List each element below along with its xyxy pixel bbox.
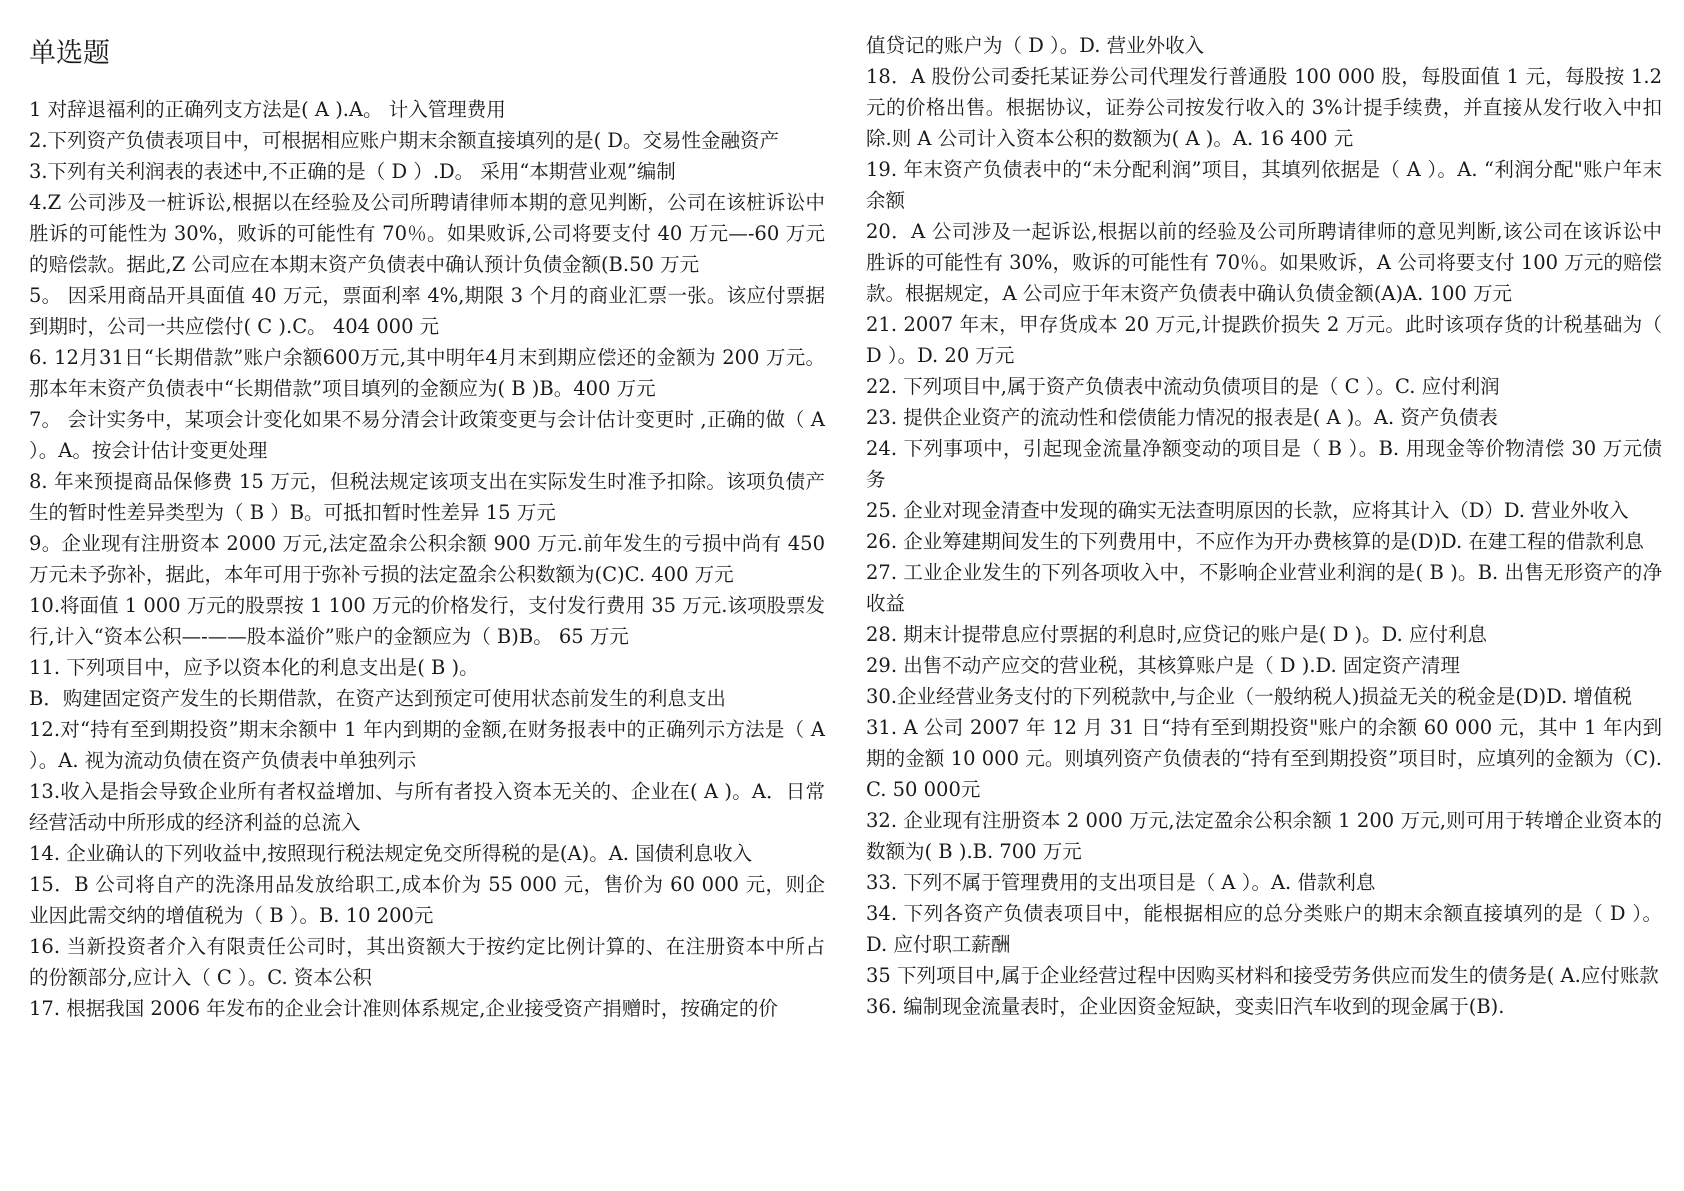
question-item: 26. 企业筹建期间发生的下列费用中，不应作为开办费核算的是(D)D. 在建工程的借款利息 bbox=[866, 530, 1644, 553]
question-item: 17. 根据我国 2006 年发布的企业会计准则体系规定,企业接受资产捐赠时，按确定的价 bbox=[29, 997, 778, 1020]
question-item: 16. 当新投资者介入有限责任公司时，其出资额大于按约定比例计算的、在注册资本中所占的份额部分,应计入（ C ）。C. 资本公积 bbox=[29, 935, 825, 989]
question-item: 6. 12月31日“长期借款”账户余额600万元,其中明年4月末到期应偿还的金额为 200 万元。那本年末资产负债表中“长期借款”项目填列的金额应为( B )B。400 万元 bbox=[29, 346, 825, 400]
question-item: 13.收入是指会导致企业所有者权益增加、与所有者投入资本无关的、企业在( A )。A．日常经营活动中所形成的经济利益的总流入 bbox=[29, 780, 825, 834]
question-item: 28. 期末计提带息应付票据的利息时,应贷记的账户是( D )。D. 应付利息 bbox=[866, 623, 1487, 646]
question-item: 2.下列资产负债表项目中，可根据相应账户期末余额直接填列的是( D。交易性金融资产 bbox=[29, 129, 780, 152]
question-item: 30.企业经营业务支付的下列税款中,与企业（一般纳税人)损益无关的税金是(D)D. 增值税 bbox=[866, 685, 1633, 708]
question-item: 27. 工业企业发生的下列各项收入中，不影响企业营业利润的是( B )。B. 出售无形资产的净收益 bbox=[866, 561, 1662, 615]
question-item: 32. 企业现有注册资本 2 000 万元,法定盈余公积余额 1 200 万元,则可用于转增企业资本的数额为( B ).B. 700 万元 bbox=[866, 809, 1662, 863]
question-item: 21. 2007 年末，甲存货成本 20 万元,计提跌价损失 2 万元。此时该项存货的计税基础为（ D ）。D. 20 万元 bbox=[866, 313, 1662, 367]
question-item: 15．B 公司将自产的洗涤用品发放给职工,成本价为 55 000 元，售价为 60 000 元，则企业因此需交纳的增值税为（ B ）。B. 10 200元 bbox=[29, 873, 825, 927]
question-item: 7。 会计实务中，某项会计变化如果不易分清会计政策变更与会计估计变更时 ,正确的做（ A ）。A。按会计估计变更处理 bbox=[29, 408, 825, 462]
question-item: 10.将面值 1 000 万元的股票按 1 100 万元的价格发行，支付发行费用 35 万元.该项股票发行,计入“资本公积—-——股本溢价”账户的金额应为（ B)B。 65 万元 bbox=[29, 594, 825, 648]
question-item: 14. 企业确认的下列收益中,按照现行税法规定免交所得税的是(A)。A. 国债利息收入 bbox=[29, 842, 753, 865]
question-item: 3.下列有关利润表的表述中,不正确的是（ D ）.D。 采用“本期营业观”编制 bbox=[29, 160, 676, 183]
question-item: 19. 年末资产负债表中的“未分配利润”项目，其填列依据是（ A ）。A. “利润分配"账户年末余额 bbox=[866, 158, 1662, 212]
question-item: 34. 下列各资产负债表项目中，能根据相应的总分类账户的期末余额直接填列的是（ D ）。D. 应付职工薪酬 bbox=[866, 902, 1662, 956]
question-item: 36. 编制现金流量表时，企业因资金短缺，变卖旧汽车收到的现金属于(B). bbox=[866, 995, 1505, 1018]
question-item: 31. A 公司 2007 年 12 月 31 日“持有至到期投资"账户的余额 60 000 元，其中 1 年内到期的金额 10 000 元。则填列资产负债表的“持有至到期投资”项目时，应填列的金额为（C).C. 50 000元 bbox=[866, 716, 1662, 801]
question-item: 20．A 公司涉及一起诉讼,根据以前的经验及公司所聘请律师的意见判断,该公司在该诉讼中胜诉的可能性有 30%，败诉的可能性有 70％。如果败诉，A 公司将要支付 100 万元的赔偿款。根据规定，A 公司应于年末资产负债表中确认负债金额(A)A. 100 万元 bbox=[866, 220, 1662, 305]
question-item: 29. 出售不动产应交的营业税，其核算账户是（ D ).D. 固定资产清理 bbox=[866, 654, 1460, 677]
question-item: 35 下列项目中,属于企业经营过程中因购买材料和接受劳务供应而发生的债务是( A.应付账款 bbox=[866, 964, 1659, 987]
left-column bbox=[29, 0, 825, 1024]
question-item: 25. 企业对现金清查中发现的确实无法查明原因的长款，应将其计入（D）D. 营业外收入 bbox=[866, 499, 1629, 522]
question-item: 23. 提供企业资产的流动性和偿债能力情况的报表是( A )。A. 资产负债表 bbox=[866, 406, 1498, 429]
question-item: 33. 下列不属于管理费用的支出项目是（ A ）。A. 借款利息 bbox=[866, 871, 1376, 894]
question-item: 4.Z 公司涉及一桩诉讼,根据以在经验及公司所聘请律师本期的意见判断，公司在该桩诉讼中胜诉的可能性为 30%，败诉的可能性有 70％。如果败诉,公司将要支付 40 万元—-60 万元的赔偿款。据此,Z 公司应在本期末资产负债表中确认预计负债金额(B.50 万元 bbox=[29, 191, 825, 276]
question-item: 22. 下列项目中,属于资产负债表中流动负债项目的是（ C ）。C. 应付利润 bbox=[866, 375, 1500, 398]
right-column bbox=[866, 0, 1662, 1022]
question-item: 9。企业现有注册资本 2000 万元,法定盈余公积余额 900 万元.前年发生的亏损中尚有 450 万元未予弥补，据此，本年可用于弥补亏损的法定盈余公积数额为(C)C. 400 万元 bbox=[29, 532, 825, 586]
question-continuation: 值贷记的账户为（ D ）。D. 营业外收入 bbox=[866, 34, 1205, 57]
question-item: 5。 因采用商品开具面值 40 万元，票面利率 4%,期限 3 个月的商业汇票一张。该应付票据到期时，公司一共应偿付( C ).C。 404 000 元 bbox=[29, 284, 825, 338]
question-item: 11. 下列项目中，应予以资本化的利息支出是( B )。 bbox=[29, 656, 479, 679]
question-item: 12.对“持有至到期投资”期末余额中 1 年内到期的金额,在财务报表中的正确列示方法是（ A ）。A. 视为流动负债在资产负债表中单独列示 bbox=[29, 718, 825, 772]
question-item: 24. 下列事项中，引起现金流量净额变动的项目是（ B ）。B. 用现金等价物清偿 30 万元债务 bbox=[866, 437, 1662, 491]
answer-line: B．购建固定资产发生的长期借款，在资产达到预定可使用状态前发生的利息支出 bbox=[29, 687, 726, 710]
section-title: 单选题 bbox=[29, 38, 110, 69]
question-item: 1 对辞退福利的正确列支方法是( A ).A。 计入管理费用 bbox=[29, 98, 506, 121]
question-item: 8. 年来预提商品保修费 15 万元，但税法规定该项支出在实际发生时准予扣除。该项负债产生的暂时性差异类型为（ B ）B。可抵扣暂时性差异 15 万元 bbox=[29, 470, 825, 524]
question-item: 18．A 股份公司委托某证券公司代理发行普通股 100 000 股，每股面值 1 元，每股按 1.2 元的价格出售。根据协议，证券公司按发行收入的 3%计提手续费，并直接从发行收入中扣除.则 A 公司计入资本公积的数额为( A )。A. 16 400 元 bbox=[866, 65, 1662, 150]
